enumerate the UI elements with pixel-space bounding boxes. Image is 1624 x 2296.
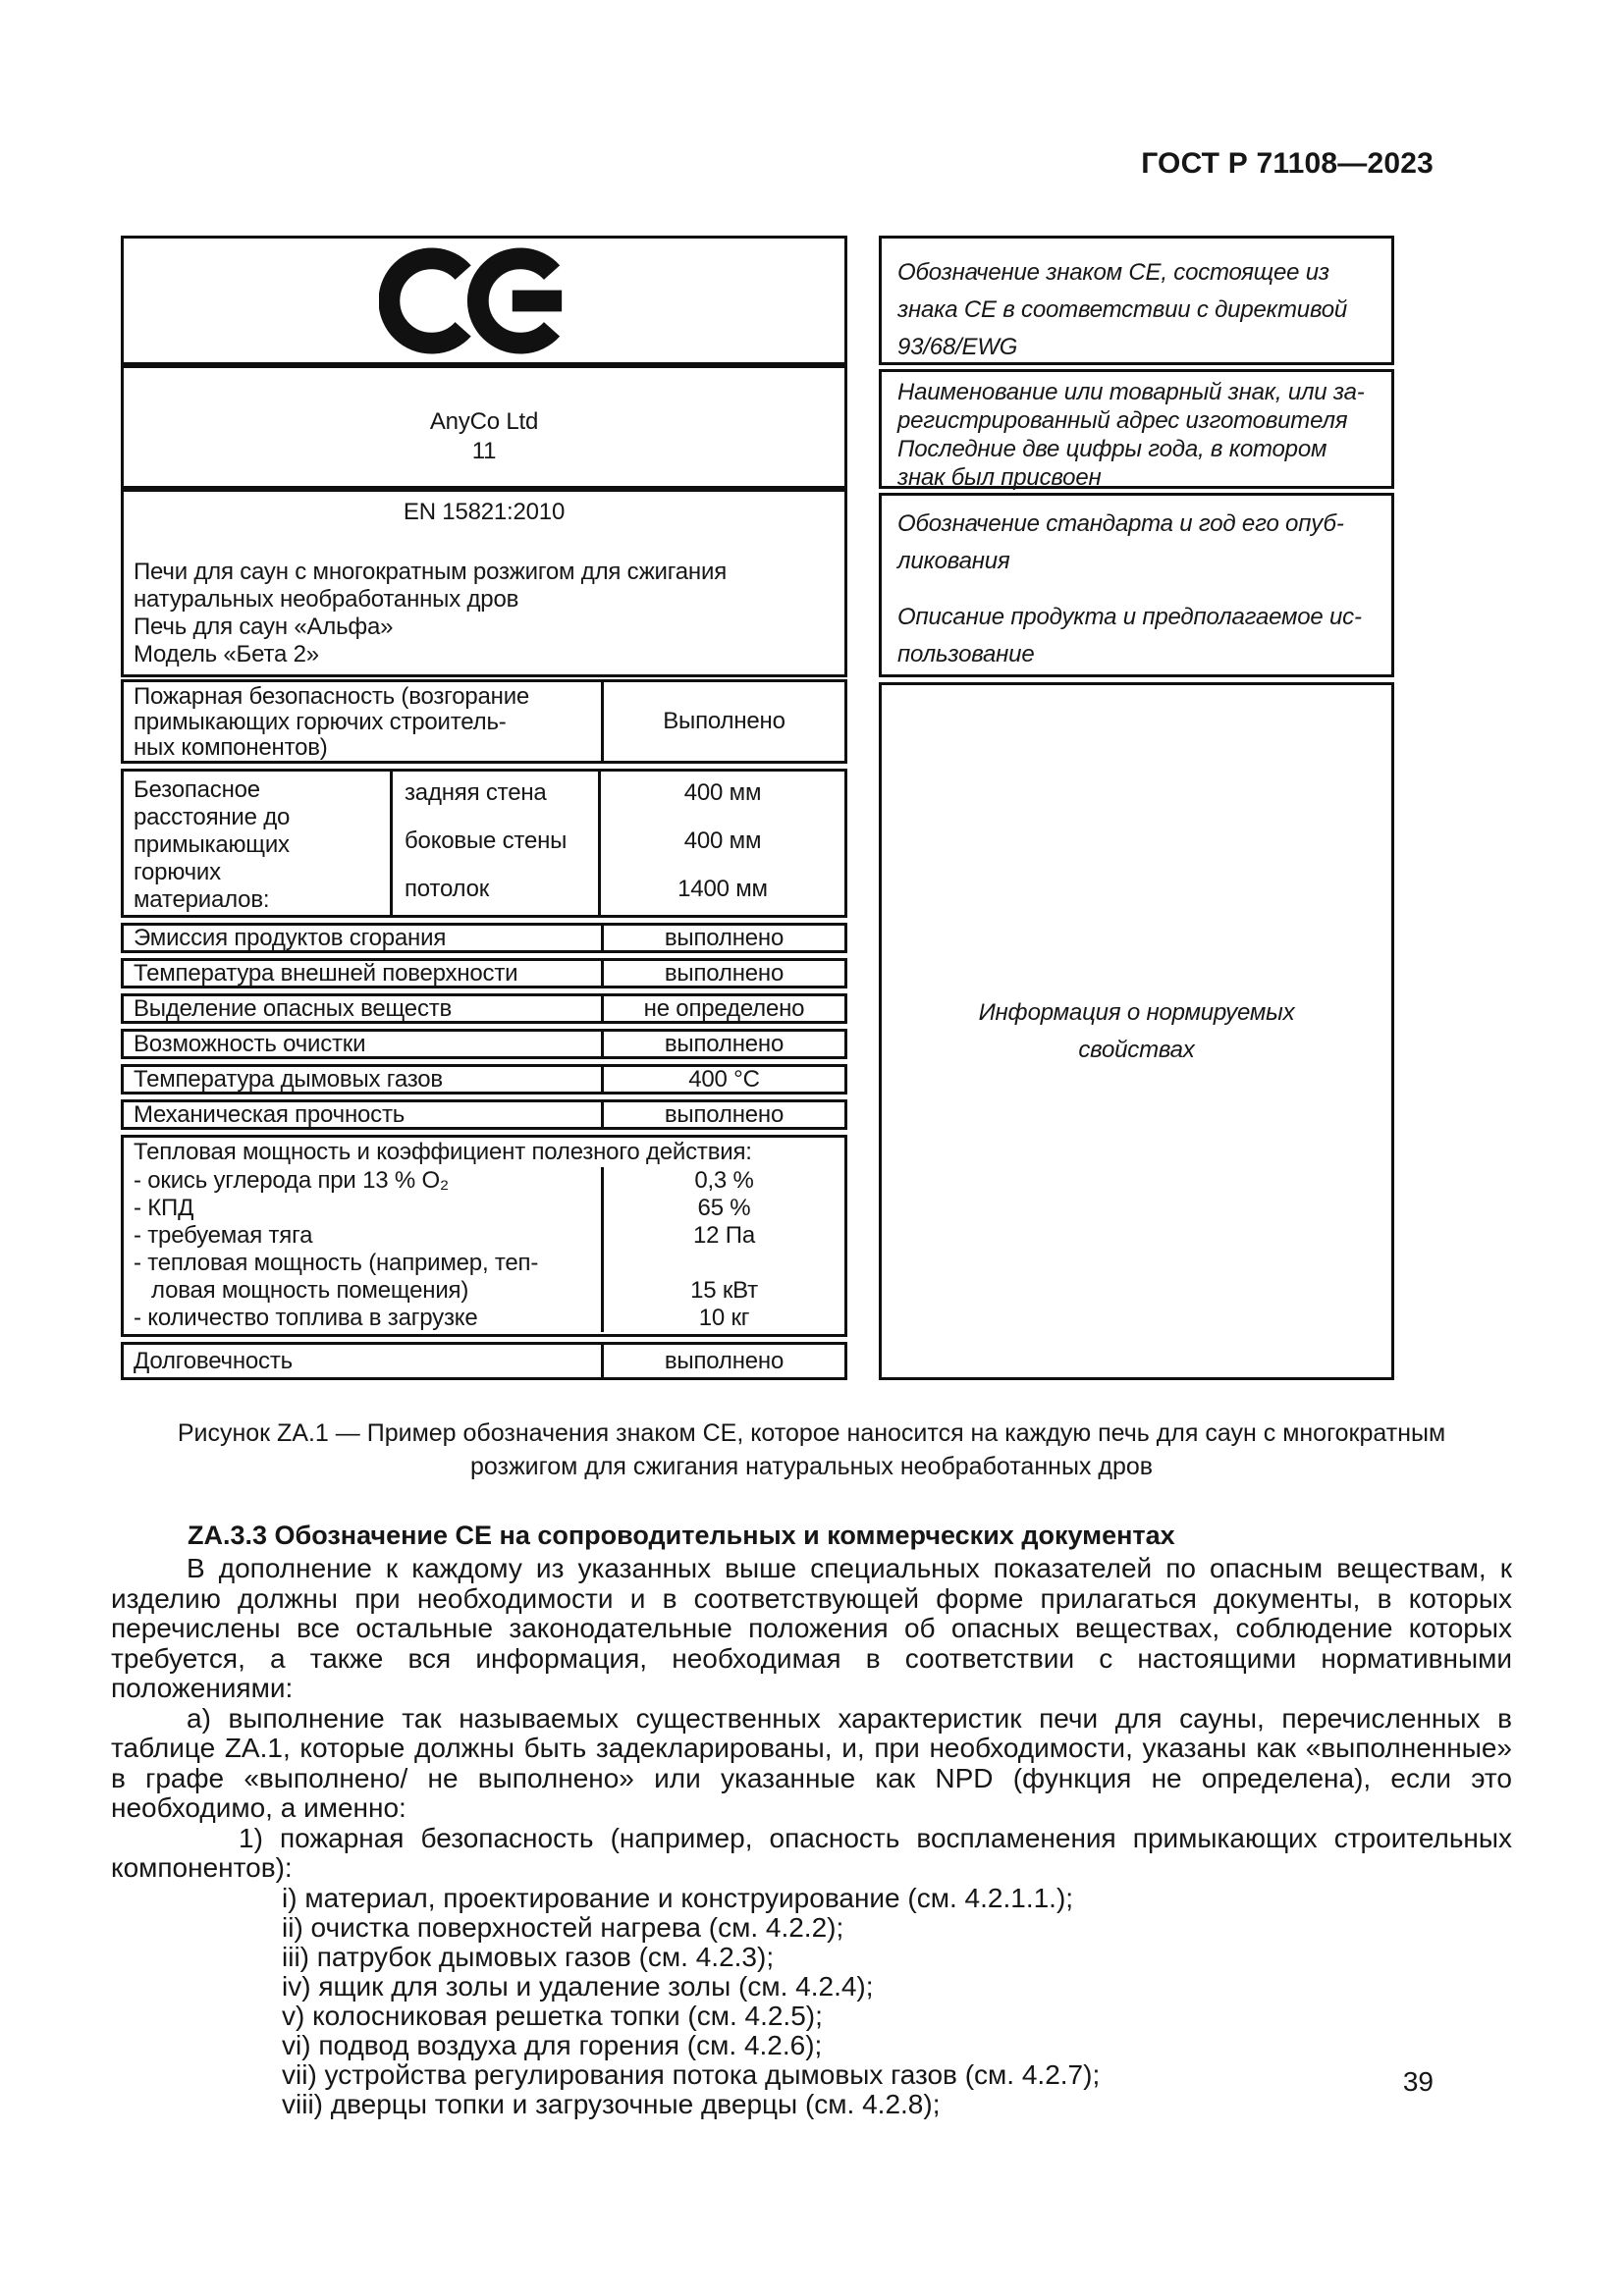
product-description bbox=[134, 559, 835, 668]
property-label: Температура дымовых газов bbox=[124, 1067, 604, 1092]
property-value: выполнено bbox=[664, 924, 785, 951]
property-label: Эмиссия продуктов сгорания bbox=[124, 926, 604, 950]
fire-safety-label-line: Пожарная безопасность (возгорание bbox=[134, 683, 530, 710]
note-line: Обозначение стандарта и год его опуб- bbox=[897, 510, 1344, 537]
property-label: Возможность очистки bbox=[124, 1032, 604, 1056]
property-value: 400 °C bbox=[688, 1065, 760, 1093]
list-item: iii) патрубок дымовых газов (см. 4.2.3); bbox=[282, 1941, 775, 1972]
note-manufacturer bbox=[879, 369, 1394, 489]
note-product-para bbox=[897, 599, 1381, 673]
list-item: iv) ящик для золы и удаление золы (см. 4.2.4); bbox=[282, 1970, 874, 2002]
fire-safety-label-line: ных компонентов) bbox=[134, 734, 328, 761]
safe-distance-values bbox=[601, 772, 844, 915]
property-value: не определено bbox=[643, 994, 805, 1022]
description-line: Модель «Бета 2» bbox=[134, 641, 319, 667]
caption-line: Рисунок ZA.1 — Пример обозначения знаком СЕ, которое наносится на каждую печь для саун с многократным bbox=[177, 1419, 1446, 1447]
note-line: знака СЕ в соответствии с директивой bbox=[897, 296, 1348, 323]
durability-row bbox=[121, 1342, 847, 1380]
fire-safety-value: Выполнено bbox=[663, 708, 785, 734]
list-item: i) материал, проектирование и конструирование (см. 4.2.1.1.); bbox=[282, 1882, 1074, 1913]
safe-distance-label-line: материалов: bbox=[134, 886, 270, 913]
list-item: viii) дверцы топки и загрузочные дверцы (см. 4.2.8); bbox=[282, 2088, 941, 2119]
note-ce-mark bbox=[879, 236, 1394, 365]
thermal-label: - тепловая мощность (например, теп- bbox=[134, 1250, 539, 1276]
paragraph-intro: В дополнение к каждому из указанных выше специальных показателей по опасным веществам, к изделию должны при необходимости и в соответствующей форме прилагаться документы, в которых перечислены все остальные законодательные положения об опасных веществах, соблюдение которых требуется, а также вся информация, необходимая в соответствии с настоящими нормативными положениями: bbox=[111, 1553, 1512, 1703]
manufacturer-cell bbox=[121, 365, 847, 489]
ce-marking-figure bbox=[121, 236, 1394, 1380]
thermal-values bbox=[604, 1167, 844, 1332]
thermal-value bbox=[604, 1250, 844, 1277]
note-line: Обозначение знаком СЕ, состоящее из bbox=[897, 259, 1329, 286]
safe-distance-label-line: Безопасное bbox=[134, 776, 260, 803]
safe-distance-label-line: примыкающих bbox=[134, 831, 290, 858]
ce-logo-cell bbox=[121, 236, 847, 365]
property-label: Температура внешней поверхности bbox=[124, 961, 604, 986]
figure-caption bbox=[111, 1416, 1512, 1483]
thermal-label: ловая мощность помещения) bbox=[151, 1277, 469, 1304]
surface-label: задняя стена bbox=[405, 779, 547, 806]
thermal-label: - КПД bbox=[134, 1195, 194, 1221]
safe-distance-label-line: расстояние до bbox=[134, 804, 291, 830]
property-row bbox=[121, 923, 847, 953]
durability-value: выполнено bbox=[664, 1347, 785, 1374]
safe-distance-row bbox=[121, 769, 847, 918]
thermal-value: 65 % bbox=[697, 1195, 751, 1221]
thermal-body bbox=[124, 1167, 844, 1332]
note-line: Наименование или товарный знак, или за- bbox=[897, 379, 1365, 405]
fire-safety-label-line: примыкающих горючих строитель- bbox=[134, 709, 507, 735]
safe-distance-label-line: горючих bbox=[134, 859, 221, 885]
description-line: натуральных необработанных дров bbox=[134, 586, 519, 613]
body-text bbox=[111, 1554, 1512, 2119]
note-line: знак был присвоен bbox=[897, 464, 1102, 491]
description-line: Печь для саун «Альфа» bbox=[134, 614, 394, 640]
note-line: Последние две цифры года, в котором bbox=[897, 436, 1327, 462]
note-properties bbox=[879, 682, 1394, 1380]
description-line: Печи для саун с многократным розжигом для сжигания bbox=[134, 559, 727, 585]
ce-mark-icon bbox=[379, 246, 589, 355]
safe-distance-label bbox=[124, 772, 393, 915]
property-value: выполнено bbox=[664, 959, 785, 987]
page-header: ГОСТ Р 71108—2023 bbox=[1141, 147, 1434, 180]
property-row bbox=[121, 993, 847, 1024]
note-line: регистрированный адрес изготовителя bbox=[897, 407, 1348, 434]
surface-value: 400 мм bbox=[683, 828, 762, 854]
year-code: 11 bbox=[471, 438, 497, 464]
thermal-value: 0,3 % bbox=[694, 1167, 754, 1194]
surface-label: боковые стены bbox=[405, 828, 568, 854]
thermal-label: - количество топлива в загрузке bbox=[134, 1305, 478, 1331]
fire-safety-row bbox=[121, 679, 847, 764]
list-item: vi) подвод воздуха для горения (см. 4.2.6); bbox=[282, 2029, 823, 2060]
thermal-label: - окись углерода при 13 % O₂ bbox=[134, 1167, 450, 1194]
thermal-header: Тепловая мощность и коэффициент полезного действия: bbox=[134, 1139, 752, 1165]
thermal-value: 10 кг bbox=[698, 1305, 750, 1331]
list-item: v) колосниковая решетка топки (см. 4.2.5); bbox=[282, 2000, 823, 2031]
note-line: Информация о нормируемых bbox=[978, 998, 1295, 1026]
note-line: свойствах bbox=[1078, 1036, 1195, 1063]
list-item: vii) устройства регулирования потока дымовых газов (см. 4.2.7); bbox=[282, 2058, 1101, 2090]
thermal-labels bbox=[124, 1167, 604, 1332]
note-line: пользование bbox=[897, 641, 1035, 667]
manufacturer-name: AnyCo Ltd bbox=[429, 408, 539, 435]
note-line: 93/68/EWG bbox=[897, 334, 1018, 360]
paragraph-a: а) выполнение так называемых существенных характеристик печи для сауны, перечисленных в таблице ZA.1, которые должны быть задекларированы, и, при необходимости, указаны как «выполненные» в графе «выполнено/ не выполнено» или указанные как NPD (функция не определена), если это необходимо, а именно: bbox=[111, 1702, 1512, 1823]
thermal-value: 15 кВт bbox=[690, 1277, 758, 1304]
section-heading: ZA.3.3 Обозначение СЕ на сопроводительных и коммерческих документах bbox=[188, 1521, 1175, 1550]
property-value: выполнено bbox=[664, 1100, 785, 1128]
property-row bbox=[121, 1099, 847, 1130]
thermal-value: 12 Па bbox=[693, 1222, 755, 1249]
list-item: ii) очистка поверхностей нагрева (см. 4.2.2); bbox=[282, 1911, 844, 1943]
surface-value: 1400 мм bbox=[677, 876, 768, 902]
property-value: выполнено bbox=[664, 1030, 785, 1057]
property-label: Механическая прочность bbox=[124, 1102, 604, 1127]
note-standard-para bbox=[897, 506, 1381, 580]
fire-safety-label bbox=[124, 682, 604, 761]
standard-cell bbox=[121, 489, 847, 677]
note-line: ликования bbox=[897, 548, 1010, 574]
property-row bbox=[121, 1064, 847, 1095]
durability-label: Долговечность bbox=[124, 1345, 604, 1377]
paragraph-1: 1) пожарная безопасность (например, опасность воспламенения примыкающих строительных компонентов): bbox=[111, 1822, 1512, 1883]
note-line: Описание продукта и предполагаемое ис- bbox=[897, 604, 1362, 630]
page-number: 39 bbox=[1402, 2066, 1434, 2097]
standard-number: EN 15821:2010 bbox=[403, 499, 566, 525]
thermal-power-row bbox=[121, 1135, 847, 1337]
caption-line: розжигом для сжигания натуральных необработанных дров bbox=[469, 1453, 1154, 1480]
safe-distance-surfaces bbox=[393, 772, 601, 915]
property-row bbox=[121, 958, 847, 988]
property-label: Выделение опасных веществ bbox=[124, 996, 604, 1021]
thermal-label: - требуемая тяга bbox=[134, 1222, 313, 1249]
surface-value: 400 мм bbox=[683, 779, 762, 806]
note-standard bbox=[879, 493, 1394, 677]
property-row bbox=[121, 1029, 847, 1059]
surface-label: потолок bbox=[405, 876, 490, 902]
